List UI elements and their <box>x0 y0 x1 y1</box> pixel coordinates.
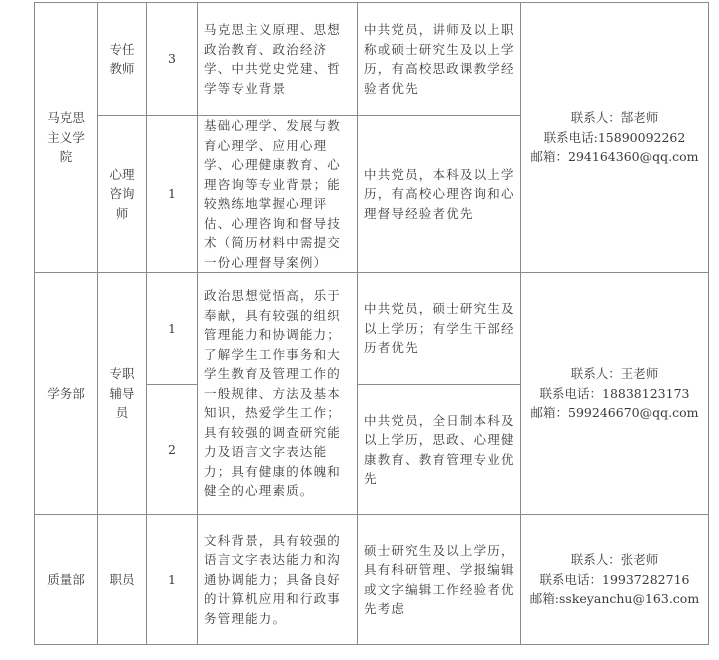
major-text: 马克思主义原理、思想政治教育、政治经济学、中共党史党建、哲学等专业背景 <box>204 22 342 96</box>
count-cell: 3 <box>147 3 198 116</box>
count-cell: 1 <box>147 515 198 645</box>
dept-cell <box>35 3 98 273</box>
post-cell: 职员 <box>98 515 147 645</box>
contact-cell <box>521 273 709 515</box>
contact-phone: 联系电话：18838123173 <box>539 385 690 401</box>
dept-cell: 质量部 <box>35 515 98 645</box>
conditions-text: 中共党员，本科及以上学历，有高校心理咨询和心理督导经验者优先 <box>364 166 515 221</box>
conditions-text: 中共党员，硕士研究生及以上学历；有学生干部经历者优先 <box>364 301 515 356</box>
conditions-cell <box>358 273 521 385</box>
conditions-cell <box>358 515 521 645</box>
conditions-cell <box>358 3 521 116</box>
contact-email: 邮箱：599246670@qq.com <box>530 405 699 421</box>
contact-person: 联系人：郜老师 <box>570 110 659 126</box>
post-cell <box>98 116 147 273</box>
dept-cell: 学务部 <box>35 273 98 515</box>
conditions-text: 中共党员，全日制本科及以上学历，思政、心理健康教育、教育管理专业优先 <box>364 412 515 486</box>
conditions-text: 硕士研究生及以上学历，具有科研管理、学报编辑或文字编辑工作经验者优先考虑 <box>364 542 515 616</box>
major-cell <box>198 116 358 273</box>
contact-email: 邮箱：294164360@qq.com <box>530 149 699 165</box>
table-row <box>35 515 709 645</box>
contact-email: 邮箱:sskeyanchu@163.com <box>529 591 700 607</box>
post-name: 心理咨询师 <box>109 166 135 221</box>
conditions-cell <box>358 116 521 273</box>
post-name: 专职辅导员 <box>109 366 135 421</box>
major-cell <box>198 3 358 116</box>
table-row <box>35 3 709 116</box>
contact-person: 联系人：王老师 <box>570 366 659 382</box>
count-cell: 1 <box>147 116 198 273</box>
post-name: 专任教师 <box>109 41 135 76</box>
conditions-cell <box>358 385 521 515</box>
major-text: 政治思想觉悟高，乐于奉献，具有较强的组织管理能力和协调能力；了解学生工作事务和大学生教育及管理工作的一般规律、方法及基本知识，热爱学生工作；具有较强的调查研究能力及语言文字表达能力；具有健康的体魄和健全的心理素质。 <box>204 288 342 499</box>
post-cell <box>98 3 147 116</box>
contact-phone: 联系电话:15890092262 <box>543 129 686 145</box>
contact-person: 联系人：张老师 <box>570 552 659 568</box>
conditions-text: 中共党员，讲师及以上职称或硕士研究生及以上学历，有高校思政课教学经验者优先 <box>364 22 515 96</box>
major-text: 文科背景，具有较强的语言文字表达能力和沟通协调能力；具备良好的计算机应用和行政事务管理能力。 <box>204 532 342 626</box>
table-row <box>35 273 709 385</box>
contact-cell <box>521 3 709 273</box>
recruitment-table <box>34 2 709 645</box>
contact-phone: 联系电话：19937282716 <box>539 571 690 587</box>
major-cell <box>198 273 358 515</box>
dept-name: 马克思主义学院 <box>47 110 85 165</box>
major-cell <box>198 515 358 645</box>
major-text: 基础心理学、发展与教育心理学、应用心理学、心理健康教育、心理咨询等专业背景；能较熟练地掌握心理评估、心理咨询和督导技术（简历材料中需提交一份心理督导案例） <box>204 118 342 270</box>
post-cell <box>98 273 147 515</box>
contact-cell <box>521 515 709 645</box>
count-cell: 2 <box>147 385 198 515</box>
count-cell: 1 <box>147 273 198 385</box>
